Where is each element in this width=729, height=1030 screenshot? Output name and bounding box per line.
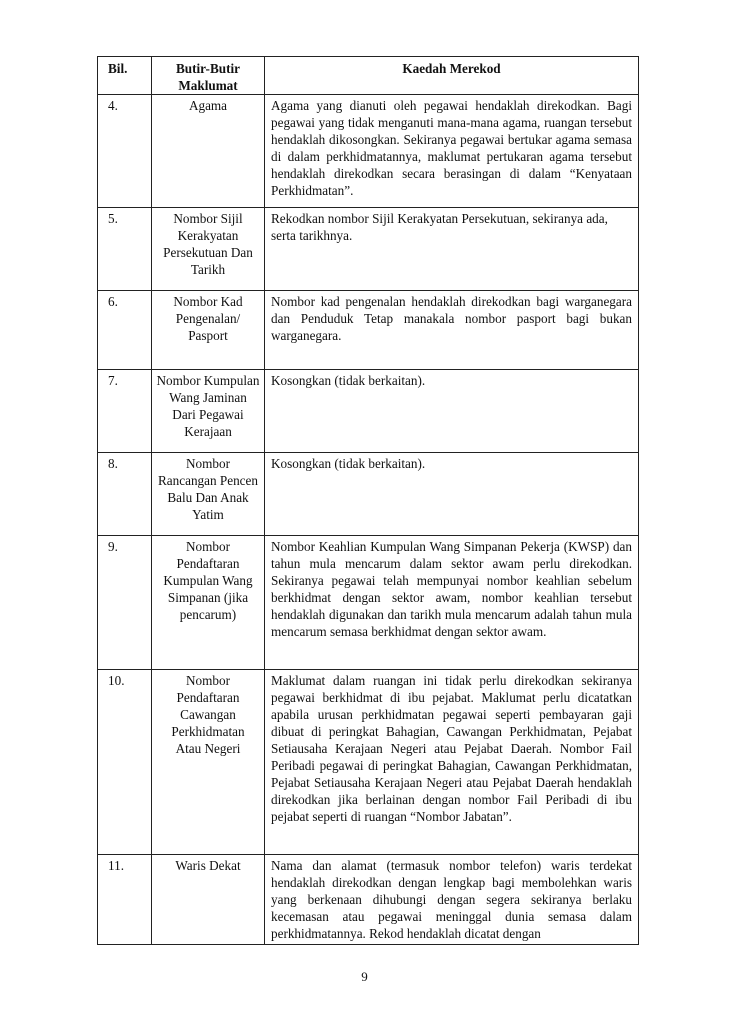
header-row — [98, 57, 639, 95]
row-number: 9. — [98, 536, 152, 670]
table-row — [98, 95, 639, 208]
row-item: Nombor Sijil Kerakyatan Persekutuan Dan Tarikh — [152, 208, 265, 291]
header-butir-text: Butir-Butir Maklumat — [176, 61, 240, 93]
table-row — [98, 855, 639, 945]
records-table — [97, 56, 639, 945]
row-item — [152, 536, 265, 670]
row-method: Kosongkan (tidak berkaitan). — [265, 453, 639, 536]
row-item: Waris Dekat — [152, 855, 265, 945]
table-row — [98, 370, 639, 453]
row-item-text: Nombor Rancangan Pencen Balu Dan Anak Yatim — [158, 456, 258, 522]
table-row — [98, 208, 639, 291]
header-butir — [152, 57, 265, 95]
row-method: Maklumat dalam ruangan ini tidak perlu direkodkan sekiranya pegawai berkhidmat di ibu pejabat. Maklumat perlu dicatatkan apabila urusan perkhidmatan pegawai seperti pembayaran gaji dibuat di peringkat Bahagian, Cawangan Perkhidmatan, Pejabat Setiausaha Kerajaan Negeri atau Pejabat Daerah. Nombor Fail Peribadi pegawai di peringkat Bahagian, Cawangan Perkhidmatan, Pejabat Setiausaha Kerajaan Negeri atau Pejabat Daerah hendaklah direkodkan jika berlainan dengan nombor Fail Peribadi di ibu pejabat seperti di ruangan “Nombor Jabatan”. — [265, 670, 639, 855]
row-number: 7. — [98, 370, 152, 453]
header-bil: Bil. — [98, 57, 152, 95]
row-number: 6. — [98, 291, 152, 370]
row-item — [152, 370, 265, 453]
table-row — [98, 536, 639, 670]
row-number: 4. — [98, 95, 152, 208]
header-kaedah: Kaedah Merekod — [265, 57, 639, 95]
row-item — [152, 453, 265, 536]
row-item-text: Nombor Pendaftaran Kumpulan Wang Simpanan (jika pencarum) — [163, 539, 253, 622]
row-method: Nombor kad pengenalan hendaklah direkodkan bagi warganegara dan Penduduk Tetap manakala nombor pasport bagi bukan warganegara. — [265, 291, 639, 370]
row-item — [152, 670, 265, 855]
row-method: Nama dan alamat (termasuk nombor telefon) waris terdekat hendaklah direkodkan dengan lengkap bagi membolehkan waris yang berkenaan dihubungi dengan segera sekiranya berlaku kecemasan atau pegawai meninggal dunia semasa dalam perkhidmatannya. Rekod hendaklah dicatat dengan — [265, 855, 639, 945]
row-item-text: Nombor Kumpulan Wang Jaminan Dari Pegawai Kerajaan — [156, 373, 260, 439]
row-method: Nombor Keahlian Kumpulan Wang Simpanan Pekerja (KWSP) dan tahun mula mencarum dalam sektor awam perlu direkodkan. Sekiranya pegawai telah mempunyai nombor keahlian sebelum berkhidmat dengan sektor awam, nombor keahlian tersebut hendaklah digunakan dan tarikh mula mencarum adalah tahun mula mencarum semasa berkhidmat dengan sektor awam. — [265, 536, 639, 670]
row-method: Agama yang dianuti oleh pegawai hendaklah direkodkan. Bagi pegawai yang tidak menganuti mana-mana agama, ruangan tersebut hendaklah dikosongkan. Sekiranya pegawai bertukar agama semasa di dalam perkhidmatannya, maklumat pertukaran agama tersebut hendaklah direkodkan secara berasingan di dalam “Kenyataan Perkhidmatan”. — [265, 95, 639, 208]
row-number: 10. — [98, 670, 152, 855]
row-number: 5. — [98, 208, 152, 291]
row-item-text: Nombor Kad Pengenalan/ Pasport — [173, 294, 243, 343]
row-number: 8. — [98, 453, 152, 536]
row-number: 11. — [98, 855, 152, 945]
row-item-text: Nombor Pendaftaran Cawangan Perkhidmatan Atau Negeri — [171, 673, 245, 756]
row-item — [152, 291, 265, 370]
table-row — [98, 291, 639, 370]
table-row — [98, 453, 639, 536]
row-method: Rekodkan nombor Sijil Kerakyatan Persekutuan, sekiranya ada, serta tarikhnya. — [265, 208, 639, 291]
table-row — [98, 670, 639, 855]
row-method: Kosongkan (tidak berkaitan). — [265, 370, 639, 453]
page-number: 9 — [361, 969, 368, 984]
row-item: Agama — [152, 95, 265, 208]
